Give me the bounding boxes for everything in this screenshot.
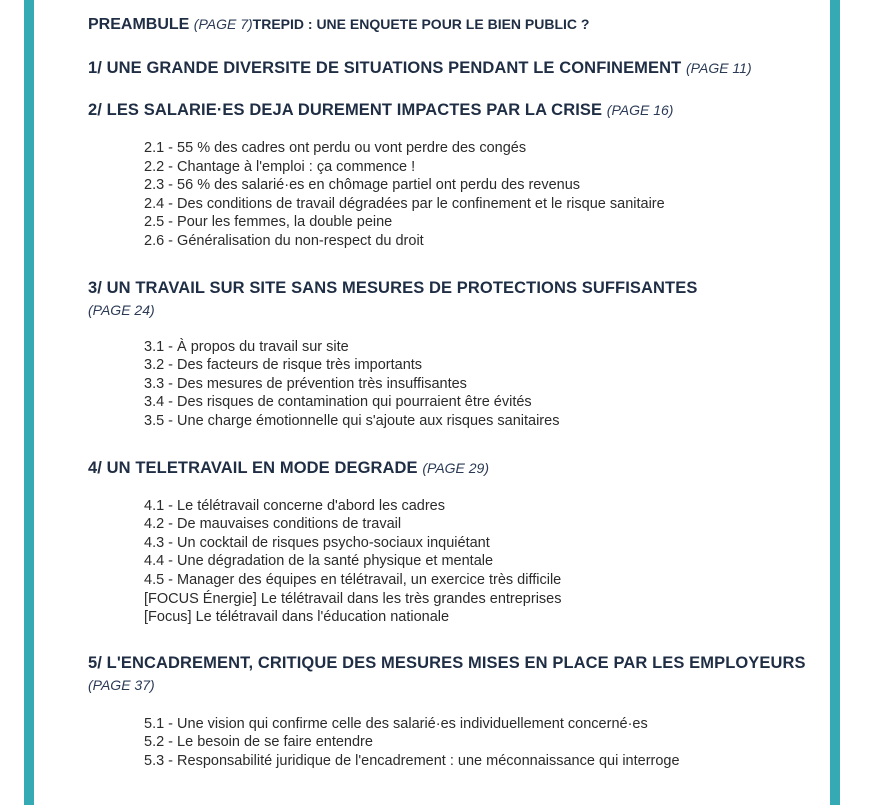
section-1-title: 1/ UNE GRANDE DIVERSITE DE SITUATIONS PENDANT LE CONFINEMENT [88, 59, 682, 77]
toc-item[interactable]: 3.1 - À propos du travail sur site [144, 338, 349, 355]
right-accent-bar [830, 0, 840, 805]
toc-item[interactable]: 2.2 - Chantage à l'emploi : ça commence ! [144, 158, 416, 175]
section-1-heading[interactable] [88, 57, 818, 79]
preamble-rest: TREPID : UNE ENQUETE POUR LE BIEN PUBLIC ? [252, 16, 590, 32]
section-2-title: 2/ LES SALARIE·ES DEJA DUREMENT IMPACTES PAR LA CRISE [88, 101, 603, 119]
toc-item[interactable]: 4.3 - Un cocktail de risques psycho-sociaux inquiétant [144, 534, 490, 551]
toc-item[interactable]: 2.6 - Généralisation du non-respect du droit [144, 232, 424, 249]
section-5-heading[interactable] [88, 652, 818, 696]
toc-item[interactable]: 3.5 - Une charge émotionnelle qui s'ajoute aux risques sanitaires [144, 412, 560, 429]
section-2-heading[interactable] [88, 99, 818, 121]
toc-item[interactable]: 2.1 - 55 % des cadres ont perdu ou vont perdre des congés [144, 140, 527, 156]
section-4-items [88, 497, 818, 627]
preamble-page: (PAGE 7) [193, 16, 253, 32]
toc-item[interactable]: 5.1 - Une vision qui confirme celle des salarié·es individuellement concerné·es [144, 715, 648, 732]
toc-item[interactable]: 3.2 - Des facteurs de risque très importants [144, 357, 423, 374]
table-of-contents [88, 14, 818, 770]
section-4-page: (PAGE 29) [422, 459, 490, 476]
toc-item[interactable]: 3.3 - Des mesures de prévention très insuffisantes [144, 375, 467, 392]
toc-item[interactable]: 2.3 - 56 % des salarié·es en chômage partiel ont perdu des revenus [144, 177, 581, 194]
section-1-page: (PAGE 11) [686, 60, 752, 76]
toc-item[interactable]: 4.5 - Manager des équipes en télétravail, un exercice très difficile [144, 571, 562, 588]
preamble-entry[interactable] [88, 14, 818, 35]
toc-item[interactable]: 2.5 - Pour les femmes, la double peine [144, 214, 393, 231]
section-4-title: 4/ UN TELETRAVAIL EN MODE DEGRADE [88, 458, 418, 477]
section-3-page: (PAGE 24) [88, 301, 155, 318]
section-3-title: 3/ UN TRAVAIL SUR SITE SANS MESURES DE PROTECTIONS SUFFISANTES [88, 278, 698, 297]
preamble-title: PREAMBULE [88, 16, 190, 33]
left-accent-bar [24, 0, 34, 805]
section-5-page: (PAGE 37) [88, 676, 155, 693]
section-5-title: 5/ L'ENCADREMENT, CRITIQUE DES MESURES MISES EN PLACE PAR LES EMPLOYEURS [88, 653, 806, 672]
toc-item[interactable]: 4.1 - Le télétravail concerne d'abord les cadres [144, 497, 445, 514]
toc-item[interactable]: 3.4 - Des risques de contamination qui pourraient être évités [144, 394, 532, 411]
toc-item[interactable]: 4.2 - De mauvaises conditions de travail [144, 516, 402, 533]
toc-item[interactable]: 5.3 - Responsabilité juridique de l'encadrement : une méconnaissance qui interroge [144, 752, 680, 769]
toc-item[interactable]: 5.2 - Le besoin de se faire entendre [144, 734, 373, 751]
toc-item[interactable]: [FOCUS Énergie] Le télétravail dans les très grandes entreprises [144, 590, 562, 607]
toc-item[interactable]: [Focus] Le télétravail dans l'éducation nationale [144, 609, 450, 626]
section-2-items [88, 139, 818, 251]
section-2-page: (PAGE 16) [606, 102, 674, 118]
section-4-heading[interactable] [88, 457, 818, 479]
section-3-items [88, 338, 818, 431]
section-5-items [88, 715, 818, 771]
toc-item[interactable]: 4.4 - Une dégradation de la santé physique et mentale [144, 553, 494, 570]
section-3-heading[interactable] [88, 277, 818, 321]
toc-item[interactable]: 2.4 - Des conditions de travail dégradées par le confinement et le risque sanitaire [144, 195, 665, 212]
